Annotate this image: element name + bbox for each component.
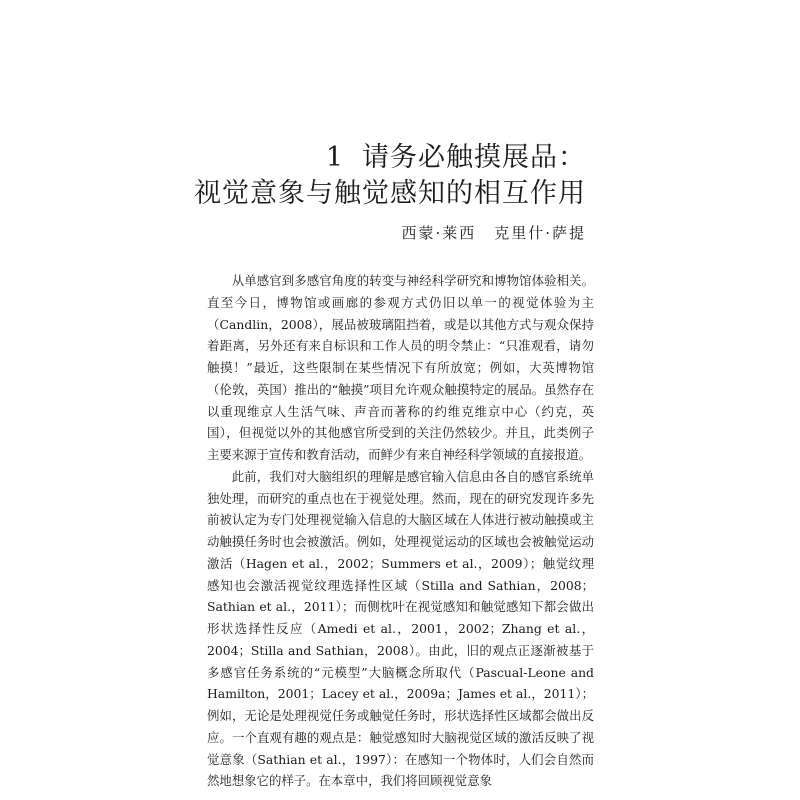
chapter-number: 1 — [325, 142, 344, 173]
author-1: 西蒙·莱西 — [401, 224, 477, 242]
body-text — [207, 270, 594, 792]
chapter-title-part1: 请务必触摸展品： — [362, 142, 586, 173]
chapter-heading — [194, 140, 586, 243]
author-2: 克里什·萨提 — [494, 224, 586, 242]
chapter-title-line1 — [194, 140, 586, 176]
chapter-title-line2: 视觉意象与触觉感知的相互作用 — [194, 178, 586, 209]
paragraph-2: 此前，我们对大脑组织的理解是感官输入信息由各自的感官系统单独处理，而研究的重点也在于视觉处理。然而，现在的研究发现许多先前被认定为专门处理视觉输入信息的大脑区域在人体进行被动触摸或主动触摸任务时也会被激活。例如，处理视觉运动的区域也会被触觉运动激活（Hagen et al.，2002；Summers et al.，2009）；触觉纹理感知也会激活视觉纹理选择性区域（Stilla and Sathian，2008；Sathian et al.，2011）；而侧枕叶在视觉感知和触觉感知下都会做出形状选择性反应（Amedi et al.，2001，2002；Zhang et al.，2004；Stilla and Sathian，2008）。由此，旧的观点正逐渐被基于多感官任务系统的“元模型”大脑概念所取代（Pascual-Leone and Hamilton，2001；Lacey et al.，2009a；James et al.，2011）；例如，无论是处理视觉任务或触觉任务时，形状选择性区域都会做出反应。一个直观有趣的观点是：触觉感知时大脑视觉区域的激活反映了视觉意象（Sathian et al.，1997）：在感知一个物体时，人们会自然而然地想象它的样子。在本章中，我们将回顾视觉意象 — [207, 468, 594, 789]
chapter-authors — [194, 222, 586, 243]
paragraph-1: 从单感官到多感官角度的转变与神经科学研究和博物馆体验相关。直至今日，博物馆或画廊的参观方式仍旧以单一的视觉体验为主（Candlin，2008），展品被玻璃阻挡着，或是以其他方式与观众保持着距离，另外还有来自标识和工作人员的明令禁止：“只准观看，请勿触摸！”最近，这些限制在某些情况下有所放宽；例如，大英博物馆（伦敦，英国）推出的“触摸”项目允许观众触摸特定的展品。虽然存在以重现维京人生活气味、声音而著称的约维克维京中心（约克，英国），但视觉以外的其他感官所受到的关注仍然较少。并且，此类例子主要来源于宣传和教育活动，而鲜少有来自神经科学领域的直接报道。 — [207, 273, 594, 462]
